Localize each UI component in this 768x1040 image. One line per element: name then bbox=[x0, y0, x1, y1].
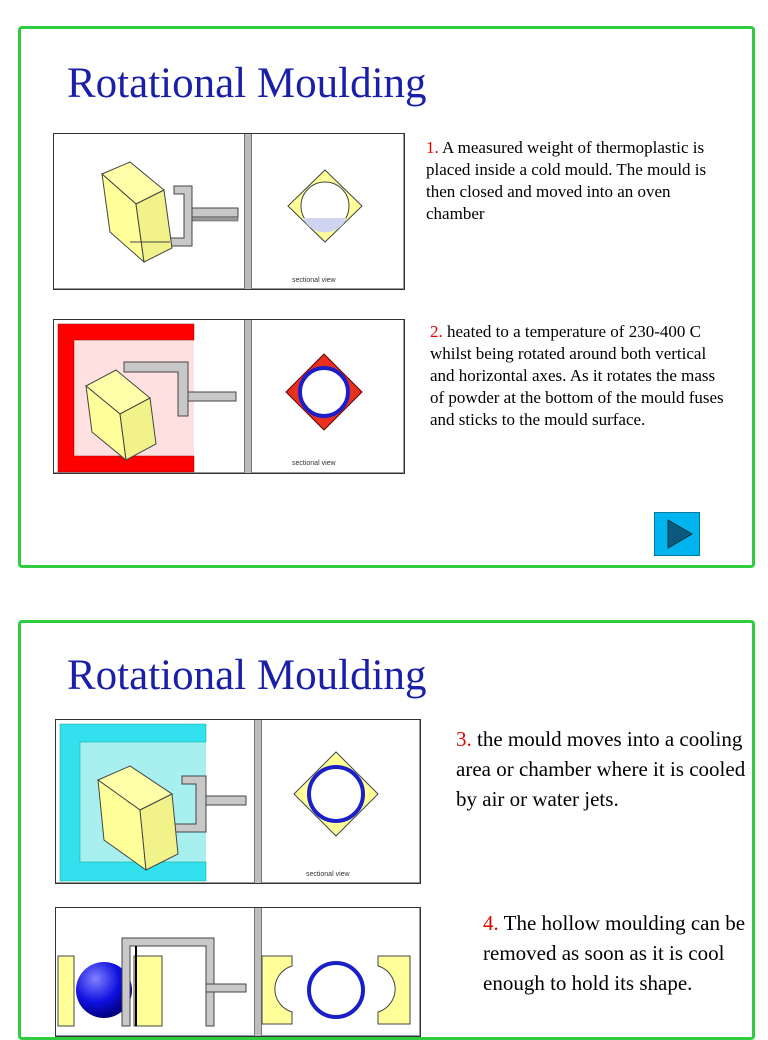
step-4-text bbox=[483, 908, 753, 998]
sectional-view-diagram bbox=[54, 134, 406, 291]
diagram-panel-step-2 bbox=[53, 319, 405, 474]
slide-title: Rotational Moulding bbox=[67, 60, 427, 107]
step-2-text bbox=[430, 321, 730, 431]
next-arrow-icon bbox=[655, 513, 699, 555]
step-description: A measured weight of thermoplastic is placed inside a cold mould. The mould is then closed and moved into an oven chamber bbox=[426, 138, 707, 223]
caption-sectional-view: sectional view bbox=[292, 460, 336, 467]
slide-1 bbox=[18, 26, 755, 568]
step-number: 4. bbox=[483, 911, 499, 935]
caption-sectional-view: sectional view bbox=[306, 871, 350, 878]
step-number: 1. bbox=[426, 138, 439, 157]
step-1-text bbox=[426, 137, 716, 225]
next-slide-button[interactable] bbox=[654, 512, 700, 556]
diagram-panel-step-3 bbox=[55, 719, 421, 884]
diagram-panel-step-4 bbox=[55, 907, 421, 1037]
sectional-view-diagram bbox=[56, 720, 422, 885]
sectional-view-diagram bbox=[56, 908, 422, 1038]
caption-sectional-view: sectional view bbox=[292, 277, 336, 284]
step-number: 3. bbox=[456, 727, 472, 751]
step-3-text bbox=[456, 724, 746, 814]
sectional-view-diagram bbox=[54, 320, 406, 475]
step-description: The hollow moulding can be removed as soon as it is cool enough to hold its shape. bbox=[483, 911, 746, 995]
diagram-panel-step-1 bbox=[53, 133, 405, 290]
step-description: heated to a temperature of 230-400 C whilst being rotated around both vertical and horizontal axes. As it rotates the mass of powder at the bottom of the mould fuses and sticks to the mould surface. bbox=[430, 322, 724, 429]
slide-2 bbox=[18, 620, 755, 1040]
slide-title: Rotational Moulding bbox=[67, 652, 427, 699]
step-description: the mould moves into a cooling area or chamber where it is cooled by air or water jets. bbox=[456, 727, 746, 811]
step-number: 2. bbox=[430, 322, 443, 341]
